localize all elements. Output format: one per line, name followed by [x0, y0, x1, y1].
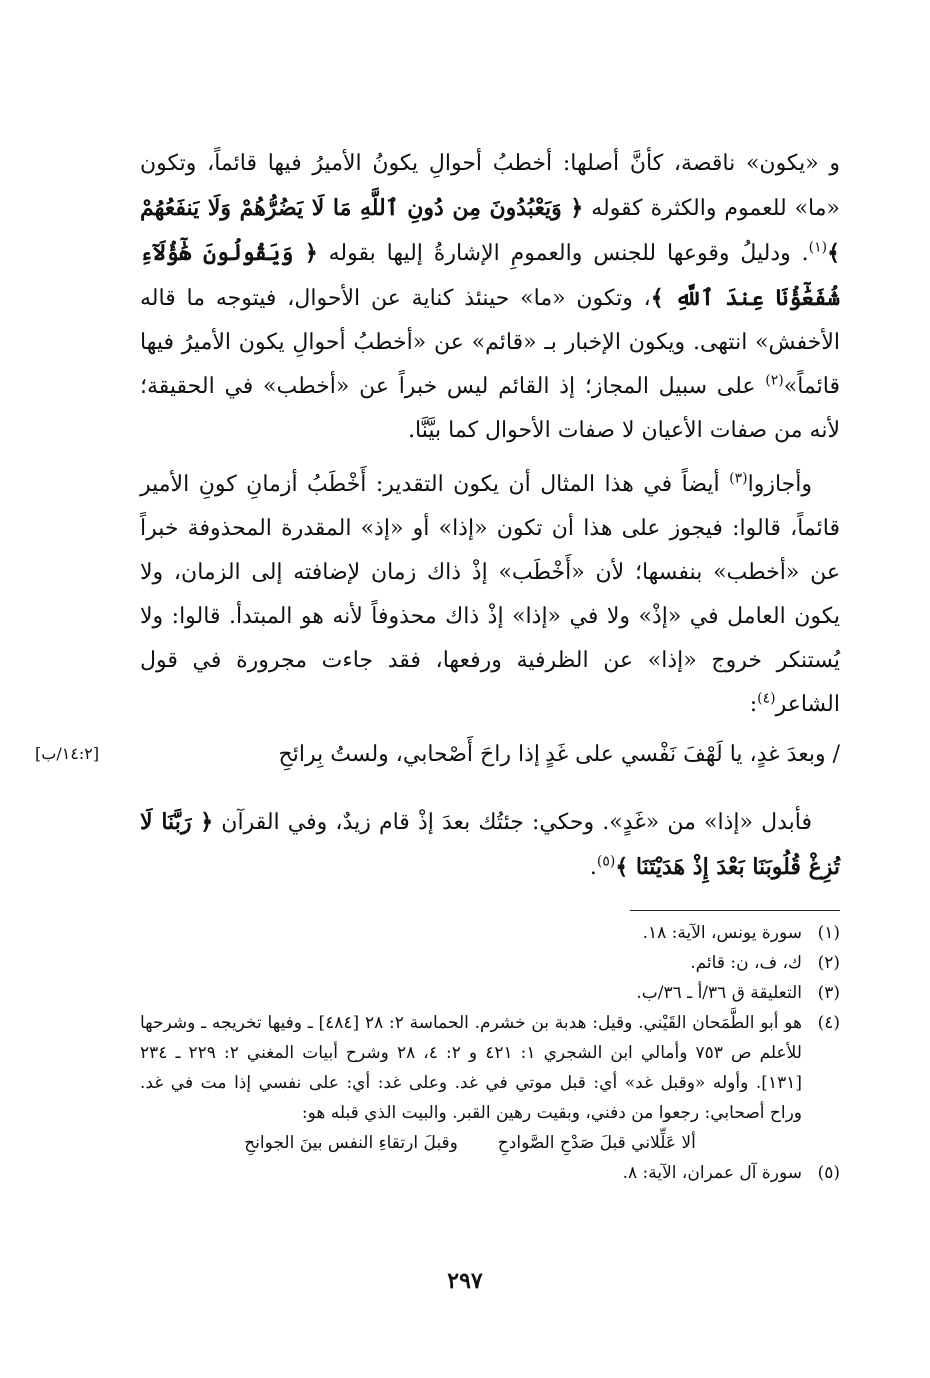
footnote-number: (١)	[817, 923, 840, 943]
footnote-item	[140, 1158, 840, 1188]
paragraph-2	[140, 463, 840, 727]
footnote-text: التعليقة ق ٣٦/أ ـ ٣٦/ب.	[636, 983, 802, 1003]
footnote-number: (٢)	[817, 953, 840, 973]
poetry-verse	[35, 742, 840, 786]
text-span: فأبدل «إذا» من «غَدٍ». وحكي: جئتُك بعدَ إذْ قام زيدٌ، وفي القرآن	[213, 810, 812, 835]
footnotes	[140, 918, 840, 1188]
verse-second-hemistich: وقبلَ ارتقاءِ النفس بينَ الجوانحِ	[244, 1133, 458, 1153]
footnote-ref-2[interactable]: (٢)	[765, 372, 784, 389]
footnote-ref-1[interactable]: (١)	[808, 239, 828, 256]
text-span: . ودليلُ وقوعها للجنس والعمومِ الإشارةُ إليها بقوله	[317, 241, 809, 266]
text-span: على سبيل المجاز؛ إذ القائم ليس خبراً عن «أخطب» في الحقيقة؛ لأنه من صفات الأعيان لا صفات الأحوال كما بيَّنَّا.	[140, 374, 840, 443]
footnote-item	[140, 1008, 840, 1128]
quran-quote: ﴿ رَبَّنَا لَا تُزِغْ قُلُوبَنَا بَعْدَ إِذْ هَدَيْتَنَا ﴾	[140, 809, 840, 880]
paragraph-3	[140, 800, 840, 890]
text-span: وأجازوا	[747, 472, 812, 497]
text-span: .	[589, 855, 597, 880]
manuscript-reference: [١٤:٢/ب]	[35, 744, 100, 763]
footnote-item	[140, 948, 840, 978]
footnote-ref-4[interactable]: (٤)	[757, 690, 776, 707]
text-span: :	[749, 692, 758, 717]
footnote-number: (٤)	[817, 1013, 840, 1033]
footnote-ref-5[interactable]: (٥)	[596, 853, 616, 870]
verse-first-hemistich: ألا عَلِّلاني قبلَ صَدْحِ الصَّوادحِ	[497, 1133, 696, 1153]
footnote-separator	[630, 910, 840, 911]
footnote-text: هو أبو الطَّمَحان القَيْني. وقيل: هدبة بن خشرم. الحماسة ٢: ٢٨ [٤٨٤] ـ وفيها تخريجه ـ وشرحها للأعلم ص ٧٥٣ وأمالي ابن الشجري ١: ٤٢١ و ٢: ٤، ٢٨ وشرح أبيات المغني ٢: ٢٢٩ ـ ٢٣٤ [١٣١]. وأوله «وقبل غد» أي: قبل موتي في غد. وعلى غد: أي: على نفسي إذا مت في غد. وراح أصحابي: رجعوا من دفني، وبقيت رهين القبر. والبيت الذي قبله هو:	[140, 1013, 803, 1123]
text-span: أيضاً في هذا المثال أن يكون التقدير: أَخْطَبُ أزمانِ كونِ الأمير قائماً، قالوا: فيجوز على هذا أن تكون «إذا» أو «إذ» المقدرة المحذوفة خبراً عن «أخطب» بنفسها؛ لأن «أَخْطَب» إذْ ذاك زمان لإضافته إلى الزمان، ولا يكون العامل في «إذْ» ولا في «إذا» إذْ ذاك محذوفاً لأنه هو المبتدأ. قالوا: ولا يُستنكر خروج «إذا» عن الظرفية ورفعها، فقد جاءت مجرورة في قول الشاعر	[140, 472, 840, 717]
footnote-text: سورة آل عمران، الآية: ٨.	[622, 1163, 802, 1183]
footnote-text: سورة يونس، الآية: ١٨.	[642, 923, 802, 943]
verse-second-hemistich: إذا راحَ أَصْحابي، ولستُ بِرائحِ	[278, 742, 540, 767]
text-span: و «يكون» ناقصة، كأنَّ أصلها: أخطبُ أحوالِ يكونُ الأميرُ فيها قائماً، وتكون «ما» للعموم والكثرة كقوله	[140, 151, 840, 221]
footnote-number: (٥)	[817, 1163, 840, 1183]
footnote-poetry-verse	[140, 1128, 840, 1158]
footnote-item	[140, 978, 840, 1008]
main-text-continued	[140, 800, 840, 900]
paragraph-1	[140, 142, 840, 453]
footnote-number: (٣)	[817, 983, 840, 1003]
footnote-item	[140, 918, 840, 948]
main-text	[140, 142, 840, 737]
footnote-ref-3[interactable]: (٣)	[729, 470, 748, 487]
quran-quote: ﴿ وَيَقُولُونَ هَٰٓؤُلَآءِ شُفَعَٰٓؤُنَا عِندَ ٱللَّهِ ﴾	[140, 240, 840, 311]
verse-first-hemistich: / وبعدَ غدٍ، يا لَهْفَ نَفْسي على غَدٍ	[545, 742, 840, 767]
text-span: ، وتكون «ما» حينئذ كناية عن الأحوال، فيتوجه ما قاله الأخفش» انتهى. ويكون الإخبار بـ «قائم» عن «أخطبُ أحوالِ يكون الأميرُ فيها قائماً»	[140, 286, 840, 399]
footnote-text: ك، ف، ن: قائم.	[690, 953, 802, 973]
quran-quote: ﴿ وَيَعْبُدُونَ مِن دُونِ ٱللَّهِ مَا لَا يَضُرُّهُمْ وَلَا يَنفَعُهُمْ ﴾	[140, 195, 840, 266]
page-number: ٢٩٧	[447, 1268, 483, 1294]
